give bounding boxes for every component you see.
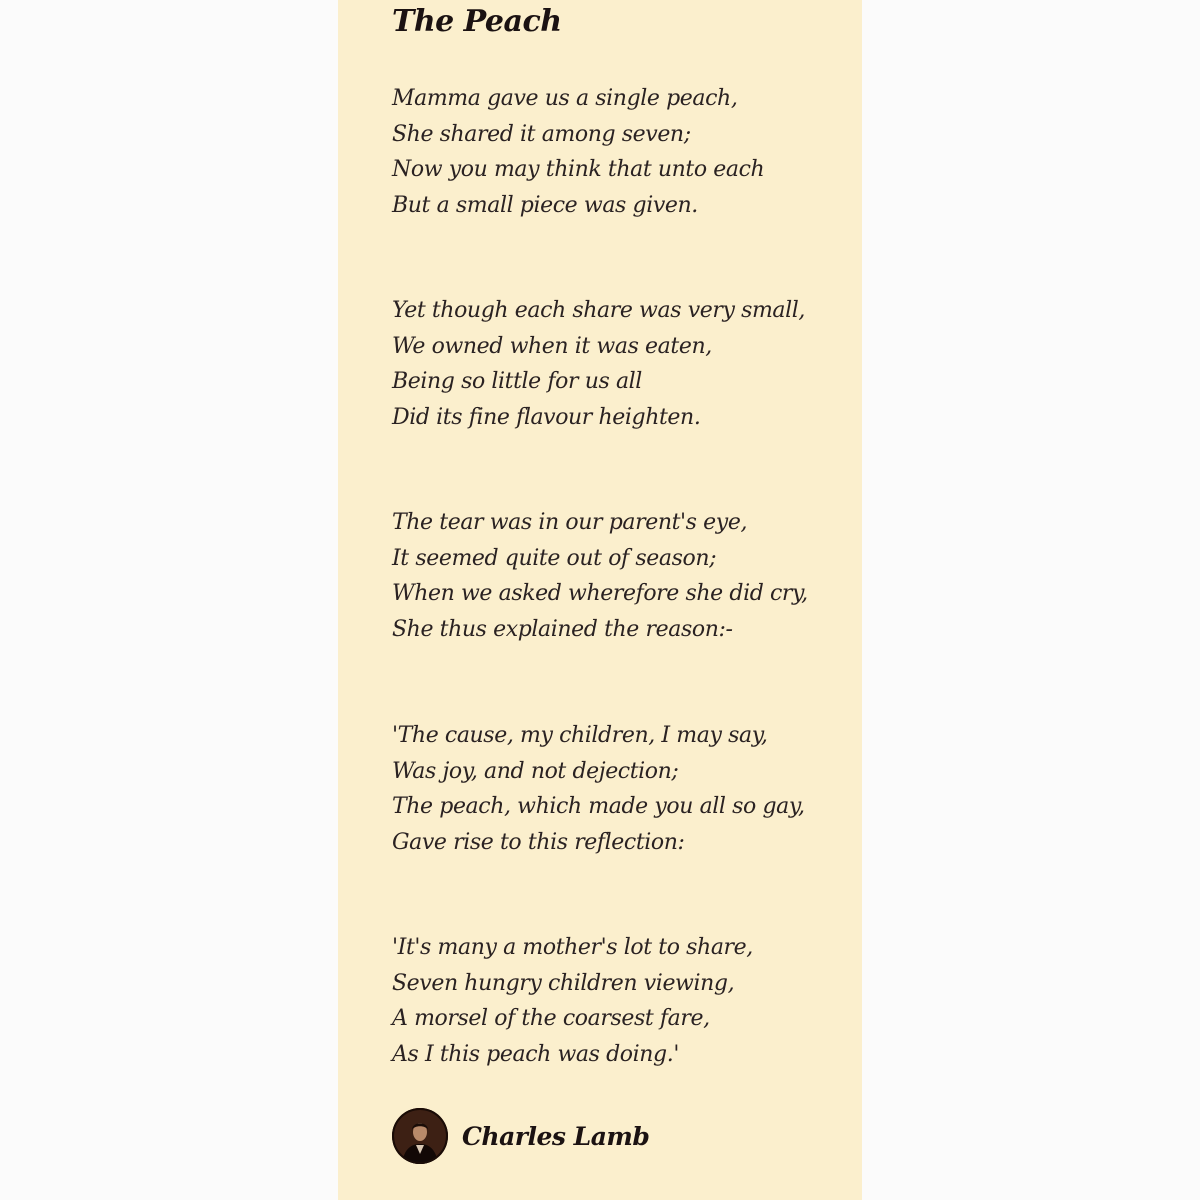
poem-line: She thus explained the reason:- — [392, 616, 733, 642]
poem-line: The peach, which made you all so gay, — [392, 794, 805, 819]
poem-line: She shared it among seven; — [392, 121, 691, 147]
poem-card — [338, 0, 862, 1200]
stanza-4 — [392, 718, 805, 860]
poem-line: It seemed quite out of season; — [392, 545, 717, 571]
author-block — [392, 1108, 649, 1164]
poem-line: Seven hungry children viewing, — [392, 970, 735, 996]
poem-line: The tear was in our parent's eye, — [392, 510, 748, 535]
poem-line: 'It's many a mother's lot to share, — [392, 935, 753, 960]
author-avatar — [392, 1108, 448, 1164]
poem-line: Now you may think that unto each — [392, 157, 765, 182]
portrait-icon — [392, 1108, 448, 1164]
poem-line: Did its fine flavour heighten. — [392, 404, 701, 430]
poem-line: Was joy, and not dejection; — [392, 758, 679, 784]
stanza-3 — [392, 505, 808, 647]
poem-title: The Peach — [392, 4, 562, 39]
poem-line: Mamma gave us a single peach, — [392, 86, 738, 111]
poem-line: Yet though each share was very small, — [392, 298, 806, 323]
stanza-2 — [392, 293, 805, 435]
poem-line: We owned when it was eaten, — [392, 333, 712, 359]
poem-line: As I this peach was doing.' — [392, 1041, 679, 1067]
author-name: Charles Lamb — [462, 1121, 650, 1151]
stanza-1 — [392, 81, 764, 223]
poem-line: When we asked wherefore she did cry, — [392, 581, 808, 606]
poem-line: Being so little for us all — [392, 369, 642, 394]
poem-line: Gave rise to this reflection: — [392, 829, 685, 855]
poem-line: But a small piece was given. — [392, 192, 698, 218]
stanza-5 — [392, 930, 753, 1072]
poem-line: A morsel of the coarsest fare, — [392, 1006, 710, 1031]
poem-line: 'The cause, my children, I may say, — [392, 723, 768, 748]
